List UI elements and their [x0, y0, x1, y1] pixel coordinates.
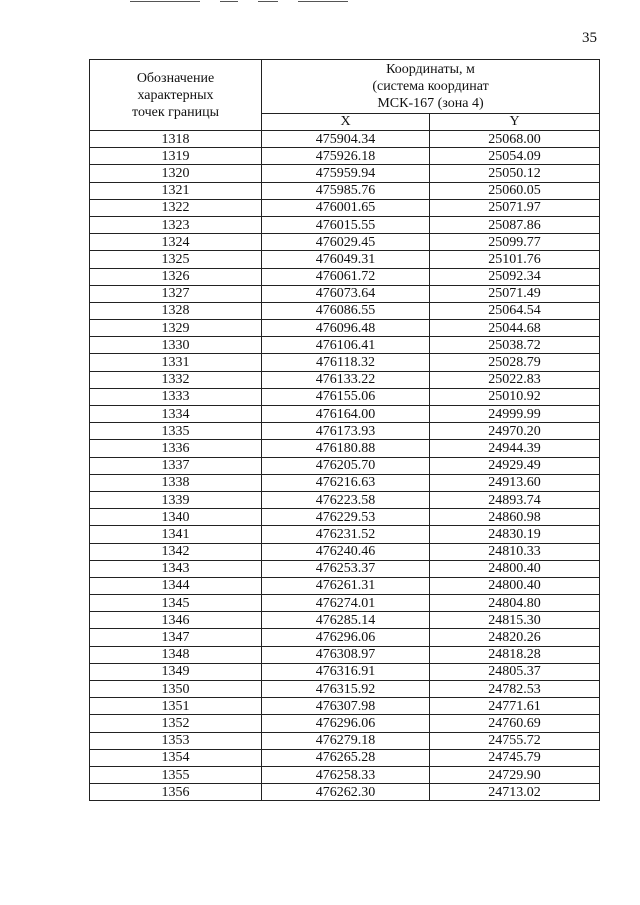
point-number-cell: 1330	[90, 337, 262, 354]
table-row	[90, 285, 600, 302]
point-number-cell: 1321	[90, 182, 262, 199]
table-row	[90, 406, 600, 423]
y-coordinate-cell: 24970.20	[430, 423, 600, 440]
y-coordinate-cell: 25044.68	[430, 320, 600, 337]
table-row	[90, 715, 600, 732]
table-row	[90, 577, 600, 594]
x-coordinate-cell: 475959.94	[262, 165, 430, 182]
y-coordinate-cell: 24815.30	[430, 612, 600, 629]
x-coordinate-cell: 476049.31	[262, 251, 430, 268]
x-coordinate-cell: 476073.64	[262, 285, 430, 302]
table-row	[90, 543, 600, 560]
table-row	[90, 251, 600, 268]
point-number-cell: 1341	[90, 526, 262, 543]
point-number-cell: 1347	[90, 629, 262, 646]
table-row	[90, 199, 600, 216]
y-coordinate-cell: 24893.74	[430, 491, 600, 508]
point-number-cell: 1328	[90, 302, 262, 319]
point-number-cell: 1338	[90, 474, 262, 491]
x-coordinate-cell: 476296.06	[262, 715, 430, 732]
scan-top-marks	[130, 0, 370, 4]
y-coordinate-cell: 24810.33	[430, 543, 600, 560]
point-number-cell: 1343	[90, 560, 262, 577]
x-coordinate-cell: 476216.63	[262, 474, 430, 491]
x-coordinate-cell: 476258.33	[262, 766, 430, 783]
table-row	[90, 440, 600, 457]
table-row	[90, 749, 600, 766]
x-coordinate-cell: 476180.88	[262, 440, 430, 457]
point-number-cell: 1325	[90, 251, 262, 268]
x-coordinate-cell: 475904.34	[262, 131, 430, 148]
header-x: X	[262, 113, 430, 130]
point-number-cell: 1340	[90, 509, 262, 526]
point-number-cell: 1329	[90, 320, 262, 337]
point-number-cell: 1336	[90, 440, 262, 457]
header-y: Y	[430, 113, 600, 130]
y-coordinate-cell: 25099.77	[430, 234, 600, 251]
x-coordinate-cell: 476106.41	[262, 337, 430, 354]
point-number-cell: 1318	[90, 131, 262, 148]
y-coordinate-cell: 24805.37	[430, 663, 600, 680]
header-coordinates	[262, 60, 600, 114]
table-row	[90, 629, 600, 646]
point-number-cell: 1356	[90, 784, 262, 801]
y-coordinate-cell: 24782.53	[430, 681, 600, 698]
y-coordinate-cell: 24713.02	[430, 784, 600, 801]
table-row	[90, 148, 600, 165]
x-coordinate-cell: 476029.45	[262, 234, 430, 251]
point-number-cell: 1348	[90, 646, 262, 663]
x-coordinate-cell: 476296.06	[262, 629, 430, 646]
y-coordinate-cell: 24800.40	[430, 577, 600, 594]
table-row	[90, 612, 600, 629]
y-coordinate-cell: 24804.80	[430, 595, 600, 612]
point-number-cell: 1351	[90, 698, 262, 715]
point-number-cell: 1322	[90, 199, 262, 216]
table-row	[90, 766, 600, 783]
table-row	[90, 423, 600, 440]
page-number: 35	[582, 30, 597, 46]
x-coordinate-cell: 476253.37	[262, 560, 430, 577]
y-coordinate-cell: 24755.72	[430, 732, 600, 749]
table-row	[90, 732, 600, 749]
point-number-cell: 1337	[90, 457, 262, 474]
point-number-cell: 1353	[90, 732, 262, 749]
y-coordinate-cell: 24760.69	[430, 715, 600, 732]
y-coordinate-cell: 24800.40	[430, 560, 600, 577]
x-coordinate-cell: 476261.31	[262, 577, 430, 594]
y-coordinate-cell: 25022.83	[430, 371, 600, 388]
point-number-cell: 1352	[90, 715, 262, 732]
x-coordinate-cell: 476262.30	[262, 784, 430, 801]
y-coordinate-cell: 25010.92	[430, 388, 600, 405]
x-coordinate-cell: 476308.97	[262, 646, 430, 663]
table-row	[90, 165, 600, 182]
y-coordinate-cell: 24818.28	[430, 646, 600, 663]
table-row	[90, 388, 600, 405]
point-number-cell: 1320	[90, 165, 262, 182]
header-point-line: характерных	[137, 87, 214, 103]
point-number-cell: 1335	[90, 423, 262, 440]
x-coordinate-cell: 476096.48	[262, 320, 430, 337]
point-number-cell: 1334	[90, 406, 262, 423]
table-row	[90, 371, 600, 388]
x-coordinate-cell: 476223.58	[262, 491, 430, 508]
y-coordinate-cell: 25028.79	[430, 354, 600, 371]
point-number-cell: 1342	[90, 543, 262, 560]
point-number-cell: 1349	[90, 663, 262, 680]
y-coordinate-cell: 24929.49	[430, 457, 600, 474]
table-row	[90, 302, 600, 319]
x-coordinate-cell: 476240.46	[262, 543, 430, 560]
header-point-designation	[90, 60, 262, 131]
y-coordinate-cell: 24830.19	[430, 526, 600, 543]
y-coordinate-cell: 25087.86	[430, 216, 600, 233]
x-coordinate-cell: 476015.55	[262, 216, 430, 233]
table-row	[90, 595, 600, 612]
table-body	[90, 131, 600, 801]
y-coordinate-cell: 25064.54	[430, 302, 600, 319]
table-row	[90, 354, 600, 371]
x-coordinate-cell: 476307.98	[262, 698, 430, 715]
table-row	[90, 216, 600, 233]
point-number-cell: 1324	[90, 234, 262, 251]
y-coordinate-cell: 25060.05	[430, 182, 600, 199]
point-number-cell: 1327	[90, 285, 262, 302]
y-coordinate-cell: 24745.79	[430, 749, 600, 766]
point-number-cell: 1326	[90, 268, 262, 285]
point-number-cell: 1344	[90, 577, 262, 594]
table-row	[90, 509, 600, 526]
y-coordinate-cell: 25050.12	[430, 165, 600, 182]
x-coordinate-cell: 476001.65	[262, 199, 430, 216]
y-coordinate-cell: 24860.98	[430, 509, 600, 526]
point-number-cell: 1332	[90, 371, 262, 388]
table-row	[90, 681, 600, 698]
y-coordinate-cell: 24771.61	[430, 698, 600, 715]
x-coordinate-cell: 475926.18	[262, 148, 430, 165]
x-coordinate-cell: 476285.14	[262, 612, 430, 629]
y-coordinate-cell: 24913.60	[430, 474, 600, 491]
x-coordinate-cell: 476265.28	[262, 749, 430, 766]
header-point-line: Обозначение	[136, 70, 215, 86]
table-row	[90, 698, 600, 715]
table-row	[90, 457, 600, 474]
point-number-cell: 1339	[90, 491, 262, 508]
table-row	[90, 234, 600, 251]
y-coordinate-cell: 24944.39	[430, 440, 600, 457]
table-row	[90, 646, 600, 663]
table-row	[90, 337, 600, 354]
y-coordinate-cell: 24999.99	[430, 406, 600, 423]
x-coordinate-cell: 476118.32	[262, 354, 430, 371]
x-coordinate-cell: 475985.76	[262, 182, 430, 199]
coordinates-table	[89, 59, 600, 801]
y-coordinate-cell: 25054.09	[430, 148, 600, 165]
x-coordinate-cell: 476173.93	[262, 423, 430, 440]
point-number-cell: 1350	[90, 681, 262, 698]
table-row	[90, 663, 600, 680]
table-row	[90, 320, 600, 337]
point-number-cell: 1345	[90, 595, 262, 612]
header-point-line: точек границы	[132, 104, 219, 120]
y-coordinate-cell: 25092.34	[430, 268, 600, 285]
x-coordinate-cell: 476229.53	[262, 509, 430, 526]
table-row	[90, 526, 600, 543]
x-coordinate-cell: 476231.52	[262, 526, 430, 543]
table-row	[90, 182, 600, 199]
x-coordinate-cell: 476205.70	[262, 457, 430, 474]
point-number-cell: 1354	[90, 749, 262, 766]
y-coordinate-cell: 24729.90	[430, 766, 600, 783]
x-coordinate-cell: 476164.00	[262, 406, 430, 423]
y-coordinate-cell: 25068.00	[430, 131, 600, 148]
x-coordinate-cell: 476316.91	[262, 663, 430, 680]
x-coordinate-cell: 476279.18	[262, 732, 430, 749]
y-coordinate-cell: 25101.76	[430, 251, 600, 268]
point-number-cell: 1331	[90, 354, 262, 371]
x-coordinate-cell: 476133.22	[262, 371, 430, 388]
x-coordinate-cell: 476086.55	[262, 302, 430, 319]
point-number-cell: 1333	[90, 388, 262, 405]
y-coordinate-cell: 25038.72	[430, 337, 600, 354]
y-coordinate-cell: 25071.49	[430, 285, 600, 302]
table-row	[90, 784, 600, 801]
table-row	[90, 560, 600, 577]
x-coordinate-cell: 476155.06	[262, 388, 430, 405]
x-coordinate-cell: 476061.72	[262, 268, 430, 285]
header-coords-line: (система координат	[372, 78, 489, 94]
table-row	[90, 131, 600, 148]
point-number-cell: 1319	[90, 148, 262, 165]
x-coordinate-cell: 476274.01	[262, 595, 430, 612]
point-number-cell: 1346	[90, 612, 262, 629]
header-coords-line: Координаты, м	[386, 61, 475, 77]
point-number-cell: 1355	[90, 766, 262, 783]
y-coordinate-cell: 24820.26	[430, 629, 600, 646]
point-number-cell: 1323	[90, 216, 262, 233]
x-coordinate-cell: 476315.92	[262, 681, 430, 698]
table-row	[90, 474, 600, 491]
y-coordinate-cell: 25071.97	[430, 199, 600, 216]
header-coords-line: МСК-167 (зона 4)	[377, 95, 484, 111]
table-row	[90, 268, 600, 285]
table-row	[90, 491, 600, 508]
